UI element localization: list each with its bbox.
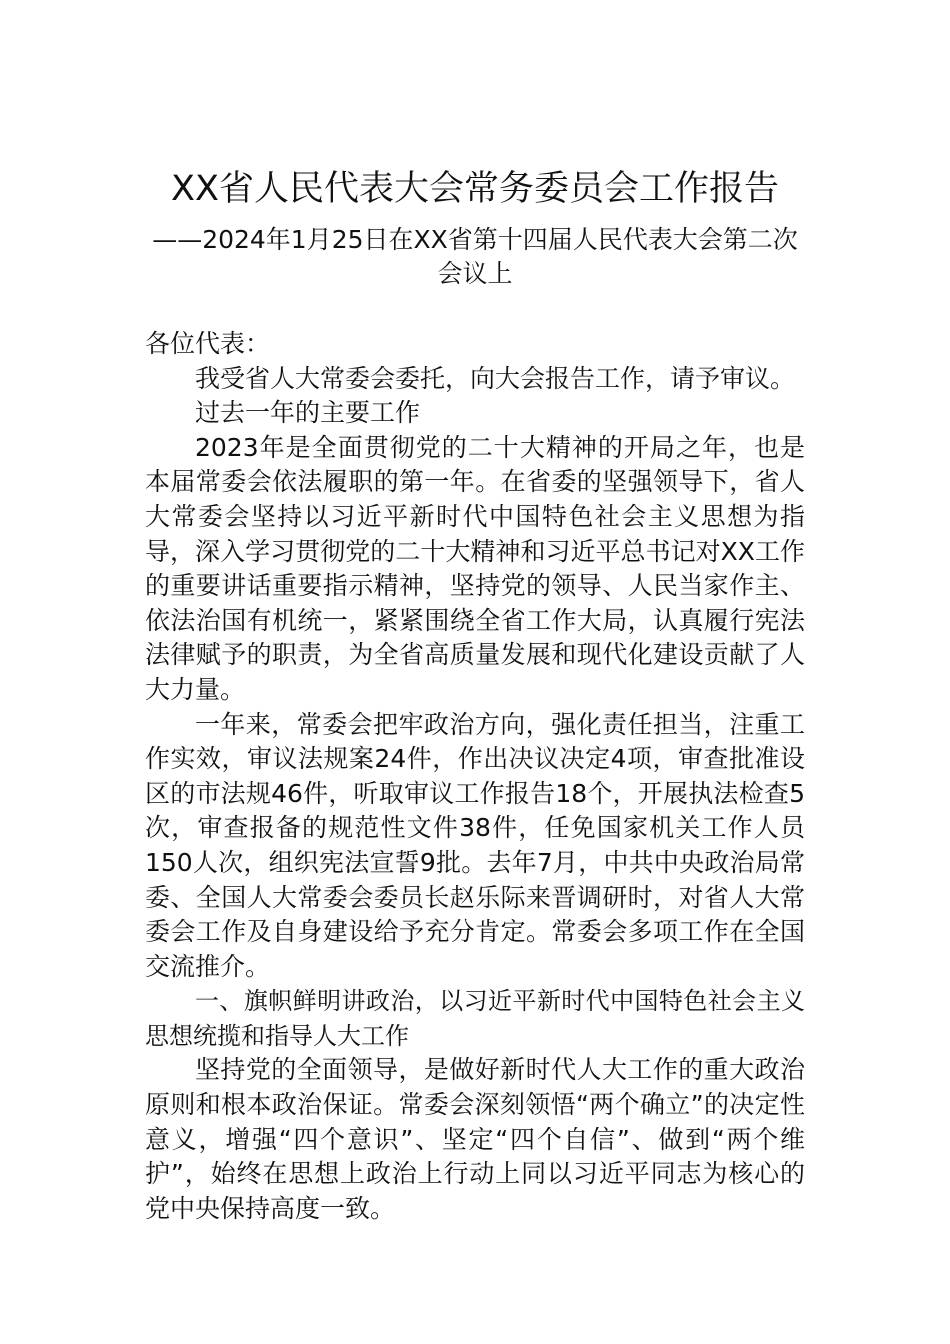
document-subtitle: ——2024年1月25日在XX省第十四届人民代表大会第二次会议上	[152, 225, 798, 288]
paragraph-statistics: 一年来，常委会把牢政治方向，强化责任担当，注重工作实效，审议法规案24件，作出决议决定4项，审查批准设区的市法规46件，听取审议工作报告18个，开展执法检查5次，审查报备的规范性文件38件，任免国家机关工作人员150人次，组织宪法宣誓9批。去年7月，中共中央政治局常委、全国人大常委会委员长赵乐际来晋调研时，对省人大常委会工作及自身建设给予充分肯定。常委会多项工作在全国交流推介。	[145, 709, 805, 981]
section-heading-past-year: 过去一年的主要工作	[195, 398, 421, 428]
document-title: XX省人民代表大会常务委员会工作报告	[171, 169, 779, 209]
paragraph-party-leadership: 坚持党的全面领导，是做好新时代人大工作的重大政治原则和根本政治保证。常委会深刻领悟“两个确立”的决定性意义，增强“四个意识”、坚定“四个自信”、做到“两个维护”，始终在思想上政治上行动上同以习近平同志为核心的党中央保持高度一致。	[145, 1055, 805, 1223]
document-body	[145, 327, 805, 1226]
salutation: 各位代表：	[145, 329, 271, 358]
paragraph-overview: 2023年是全面贯彻党的二十大精神的开局之年，也是本届常委会依法履职的第一年。在省委的坚强领导下，省人大常委会坚持以习近平新时代中国特色社会主义思想为指导，深入学习贯彻党的二十大精神和习近平总书记对XX工作的重要讲话重要指示精神，坚持党的领导、人民当家作主、依法治国有机统一，紧紧围绕全省工作大局，认真履行宪法法律赋予的职责，为全省高质量发展和现代化建设贡献了人大力量。	[145, 432, 805, 704]
section-heading-one: 一、旗帜鲜明讲政治，以习近平新时代中国特色社会主义思想统揽和指导人大工作	[145, 987, 805, 1050]
paragraph-opening: 我受省人大常委会委托，向大会报告工作，请予审议。	[195, 363, 796, 393]
